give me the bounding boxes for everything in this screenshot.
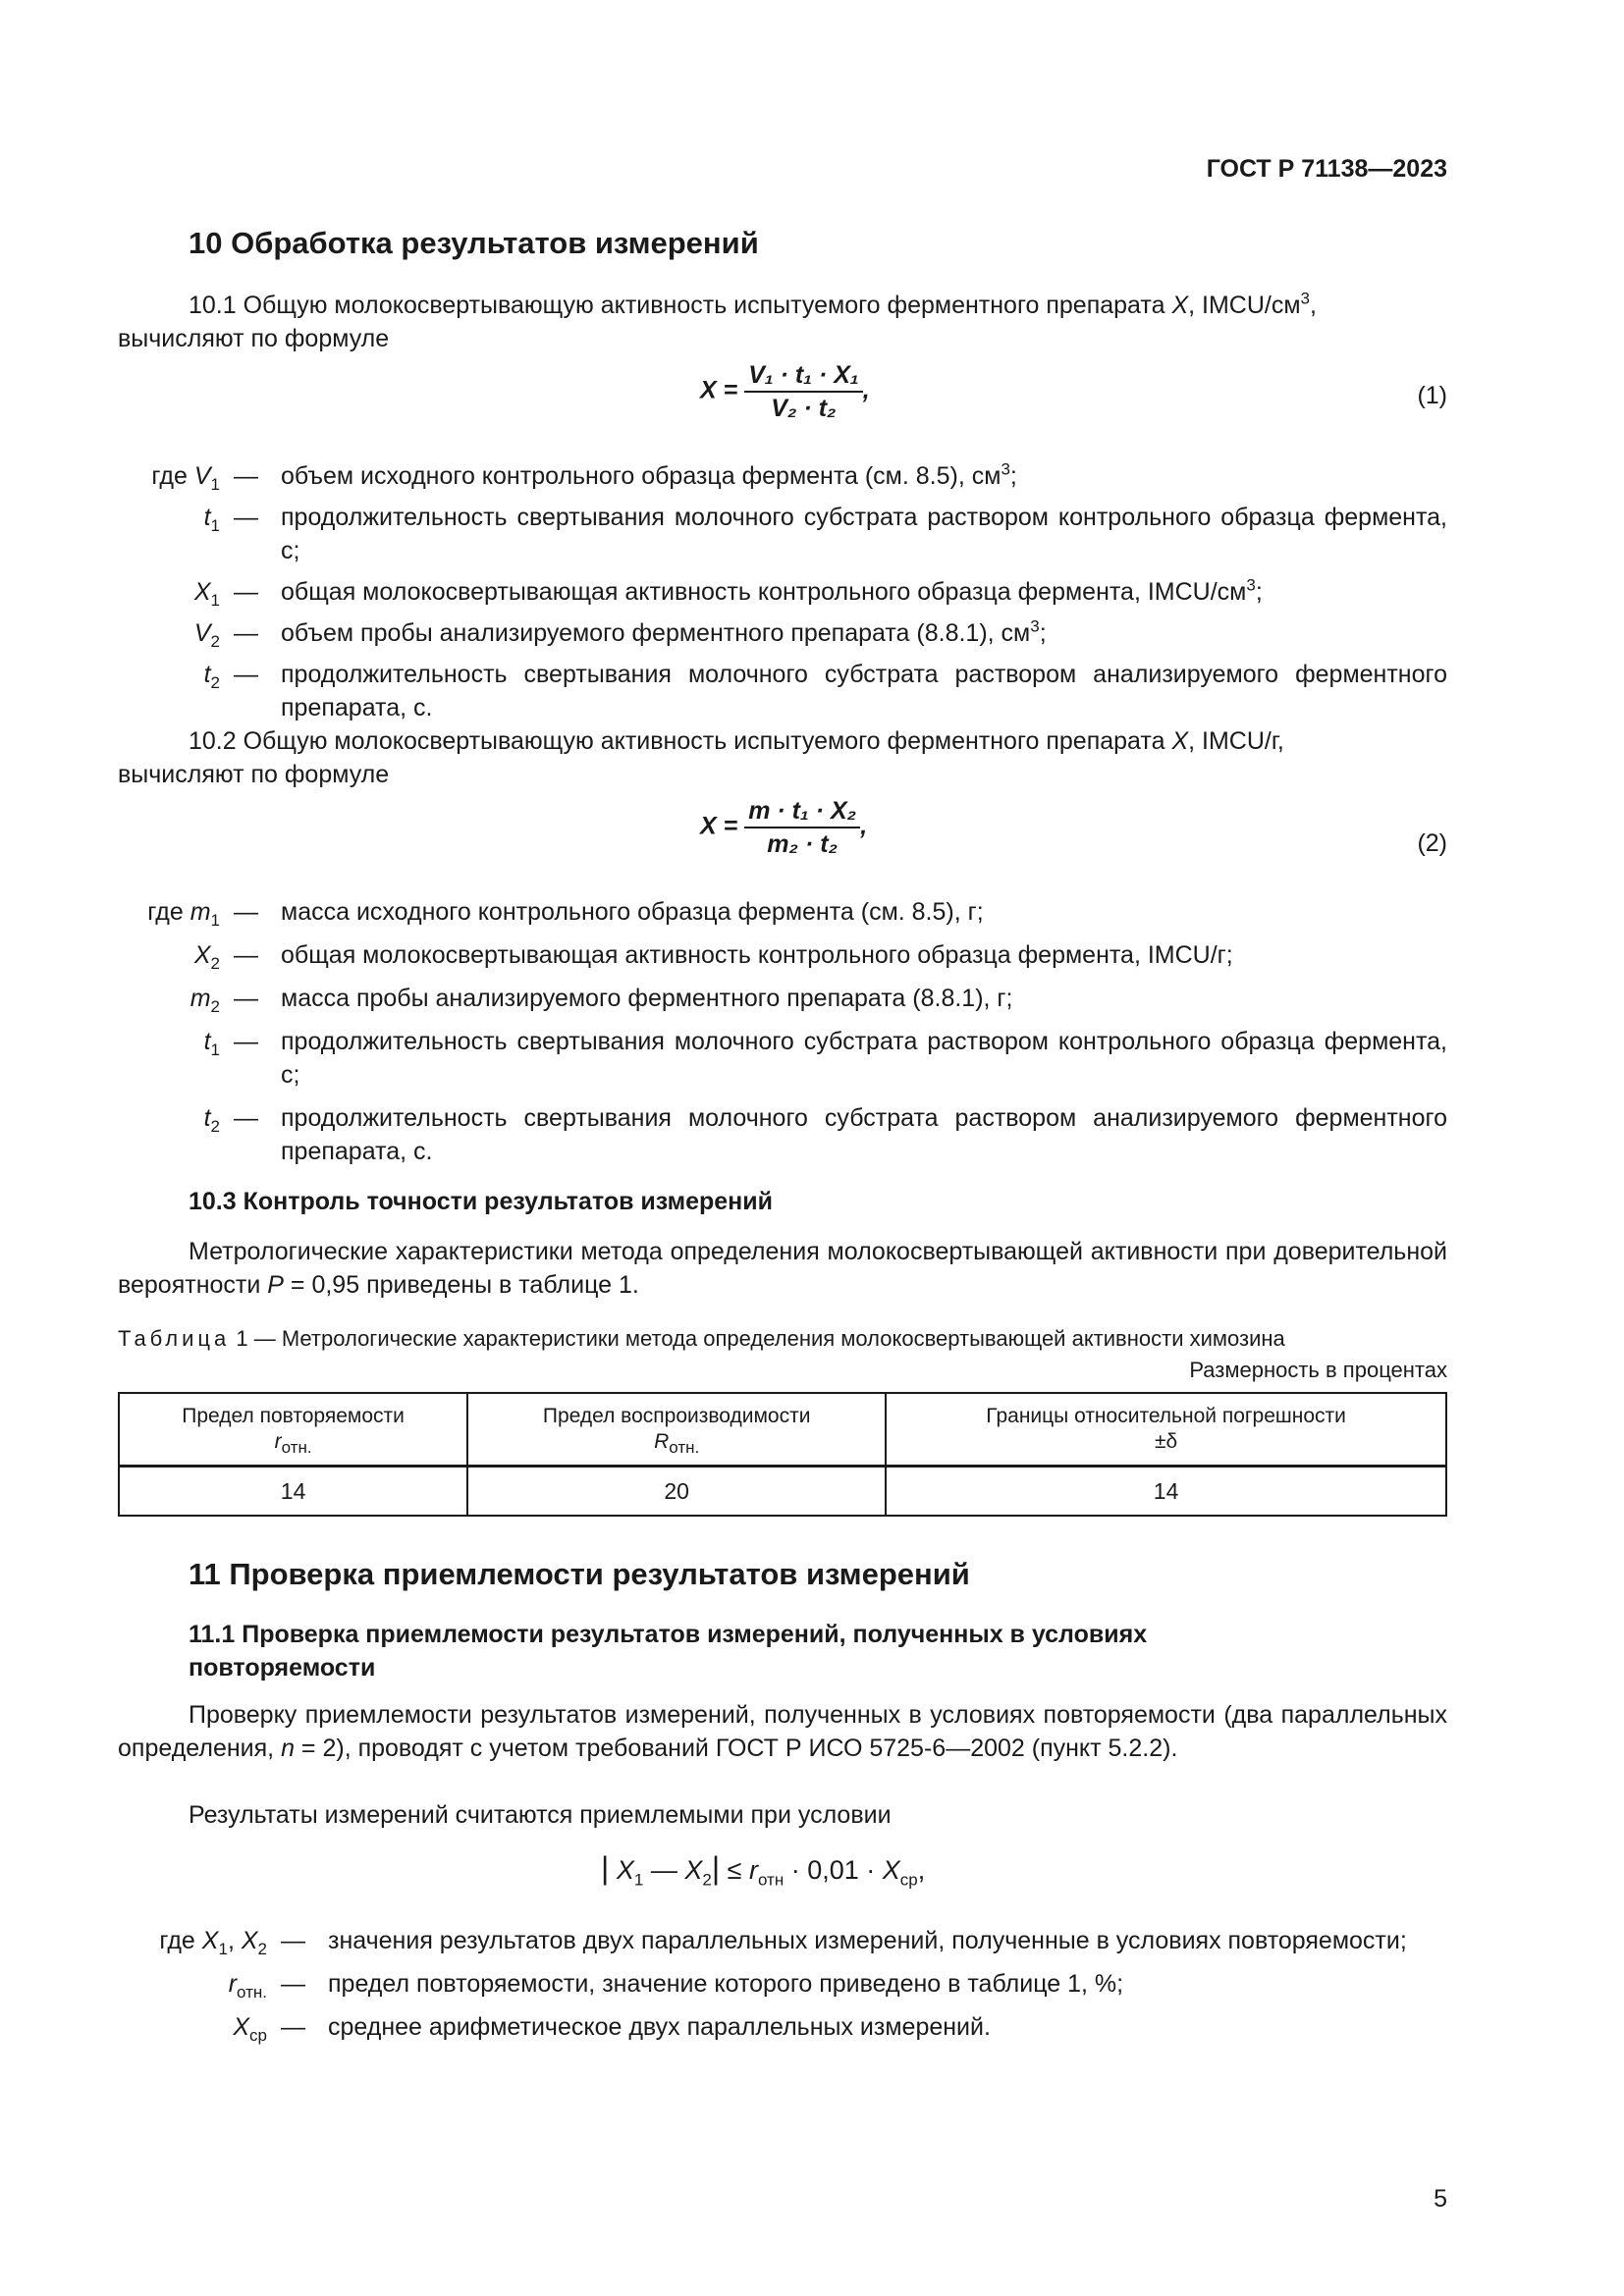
definition-item: где $X_1$, $X_2$ — значения результатов двух параллельных измерений, полученные в условиях повторяемости;: [159, 1927, 1407, 1958]
definition-item: $t_1$ — продолжительность свертывания молочного субстрата раствором контрольного образца фермента, с;: [203, 504, 1447, 564]
definition-item: где $V_1$ — объем исходного контрольного образца фермента (см. 8.5), $см^3$;: [151, 459, 1017, 494]
definition-item: $m_2$ — масса пробы анализируемого ферментного препарата (8.8.1), г;: [189, 985, 1013, 1016]
standard-header: ГОСТ Р 71138—2023: [1206, 155, 1447, 183]
paragraph-11-1-condition: Результаты измерений считаются приемлемыми при условии: [189, 1801, 892, 1829]
definition-item: $t_1$ — продолжительность свертывания молочного субстрата раствором контрольного образца фермента, с;: [203, 1028, 1447, 1089]
formula-1: X = $\frac{\text{V₁ · t₁ · X₁}}{\text{V₂ · t₂}}$ ,: [700, 361, 870, 422]
paragraph-10-3: Метрологические характеристики метода определения молокосвертывающей активности при доверительной вероятности P = 0,95 приведены в таблице 1.: [118, 1238, 1447, 1299]
table-cell: 20: [467, 1467, 886, 1517]
formula-1-fraction: $\frac{\text{V₁ · t₁ · X₁}}{\text{V₂ · t₂}}$: [744, 361, 863, 422]
table-1-caption: Таблица 1 — Метрологические характеристики метода определения молокосвертывающей активности химозина: [118, 1326, 1285, 1351]
paragraph-10-1: 10.1 Общую молокосвертывающую активность испытуемого ферментного препарата X, IMCU/$см^3$, вычисляют по формуле: [118, 289, 1317, 352]
paragraph-11-1: Проверку приемлемости результатов измерений, полученных в условиях повторяемости (два параллельных определения, n = 2), проводят с учетом требований ГОСТ Р ИСО 5725-6—2002 (пункт 5.2.2).: [118, 1701, 1447, 1762]
metrological-table: [118, 1392, 1447, 1517]
definitions-1: [118, 459, 1447, 724]
paragraph-10-2: 10.2 Общую молокосвертывающую активность испытуемого ферментного препарата X, IMCU/г, вычисляют по формуле: [118, 727, 1284, 788]
page-number: 5: [1434, 2185, 1447, 2213]
table-cell: 14: [886, 1467, 1446, 1517]
table-cell: 14: [119, 1467, 467, 1517]
table-header-cell: Предел повторяемости $r_{отн.}$: [119, 1393, 467, 1467]
table-row: [119, 1467, 1446, 1517]
definitions-3: [118, 1924, 1447, 2044]
table-header-cell: Границы относительной погрешности ±δ: [886, 1393, 1446, 1467]
definition-item: $V_2$ — объем пробы анализируемого ферментного препарата (8.8.1), $см^3$;: [193, 616, 1047, 651]
formula-2-fraction: $\frac{\text{m · t₁ · X₂}}{\text{m₂ · t₂}}$: [744, 797, 860, 858]
section-11-title: 11 Проверка приемлемости результатов измерений: [189, 1557, 970, 1591]
equation-number-2: (2): [1417, 829, 1447, 857]
formula-2: X = $\frac{\text{m · t₁ · X₂}}{\text{m₂ · t₂}}$ ,: [700, 797, 868, 858]
table-header-row: [119, 1393, 1446, 1467]
table-header-cell: Предел воспроизводимости $R_{отн.}$: [467, 1393, 886, 1467]
definition-item: $X_{ср}$ — среднее арифметическое двух параллельных измерений.: [233, 2013, 991, 2045]
definition-item: где $m_1$ — масса исходного контрольного образца фермента (см. 8.5), г;: [147, 898, 984, 930]
section-10-3-title: 10.3 Контроль точности результатов измерений: [189, 1188, 774, 1215]
definition-item: $r_{отн.}$ — предел повторяемости, значение которого приведено в таблице 1, %;: [228, 1970, 1124, 2002]
definitions-2: [118, 895, 1447, 1168]
equation-number-1: (1): [1417, 382, 1447, 409]
definition-item: $t_2$ — продолжительность свертывания молочного субстрата раствором анализируемого ферментного препарата, с.: [203, 661, 1447, 721]
definition-item: $t_2$ — продолжительность свертывания молочного субстрата раствором анализируемого ферментного препарата, с.: [203, 1104, 1447, 1165]
definition-item: $X_1$ — общая молокосвертывающая активность контрольного образца фермента, IMCU/$см^3$;: [193, 575, 1263, 610]
section-10-title: 10 Обработка результатов измерений: [189, 226, 759, 260]
section-11-1-title: 11.1 Проверка приемлемости результатов измерений, полученных в условиях повторяемости: [189, 1621, 1148, 1682]
definition-item: $X_2$ — общая молокосвертывающая активность контрольного образца фермента, IMCU/г;: [193, 941, 1233, 973]
acceptance-formula: | $X_1$ — $X_2| \le r_{отн} \cdot 0,01 \cdot X_{ср}$,: [601, 1850, 926, 1890]
table-1-units: Размерность в процентах: [1189, 1358, 1447, 1382]
